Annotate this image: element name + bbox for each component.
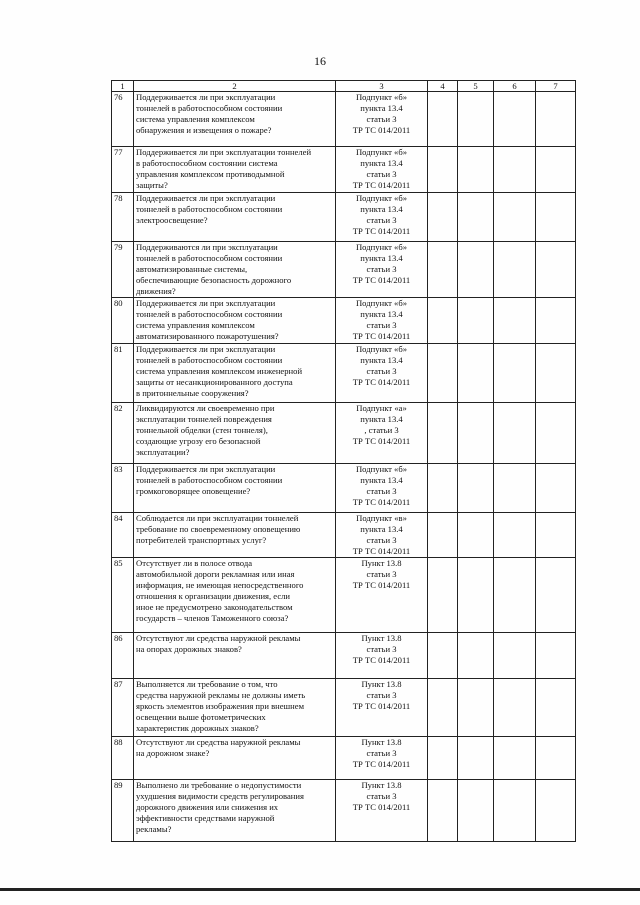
reference-line: Подпункт «а» — [356, 403, 407, 413]
question-line: управления комплексом противодымной — [136, 169, 285, 179]
question-line: тоннелей в работоспособном состоянии — [136, 103, 283, 113]
reference-line: ТР ТС 014/2011 — [352, 377, 411, 387]
question-line: требование по своевременному оповещению — [136, 524, 301, 534]
reference-line: статьи 3 — [366, 264, 397, 274]
question-cell — [134, 193, 336, 242]
question-cell — [134, 513, 336, 558]
reference-line: Подпункт «б» — [355, 344, 408, 354]
question-line: Отсутствуют ли средства наружной рекламы — [136, 737, 301, 747]
answer-cell-col-6[interactable] — [494, 780, 536, 842]
answer-cell-col-5[interactable] — [458, 737, 494, 780]
answer-cell-col-6[interactable] — [494, 464, 536, 513]
question-line: обеспечивающие безопасность дорожного — [136, 275, 292, 285]
checklist-table — [111, 80, 576, 842]
question-line: отношения к организации движения, если — [136, 591, 291, 601]
question-line: система управления комплексом инженерной — [136, 366, 303, 376]
row-number: 83 — [112, 464, 134, 513]
question-line: потребителей транспортных услуг? — [136, 535, 267, 545]
table-row — [112, 513, 576, 558]
answer-cell-col-5[interactable] — [458, 92, 494, 147]
reference-line: пункта 13.4 — [360, 414, 403, 424]
table-row — [112, 558, 576, 633]
answer-cell-col-7[interactable] — [536, 92, 576, 147]
answer-cell-col-5[interactable] — [458, 558, 494, 633]
question-line: на опорах дорожных знаков? — [136, 644, 242, 654]
question-line: Отсутствует ли в полосе отвода — [136, 558, 253, 568]
legal-reference-cell — [336, 403, 428, 464]
reference-line: пункта 13.4 — [360, 309, 403, 319]
reference-line: ТР ТС 014/2011 — [352, 802, 411, 812]
answer-cell-col-7[interactable] — [536, 242, 576, 298]
answer-cell-col-5[interactable] — [458, 193, 494, 242]
answer-cell-col-7[interactable] — [536, 193, 576, 242]
row-number: 88 — [112, 737, 134, 780]
legal-reference-cell — [336, 780, 428, 842]
reference-line: пункта 13.4 — [360, 355, 403, 365]
question-line: тоннелей в работоспособном состоянии — [136, 204, 283, 214]
reference-line: пункта 13.4 — [360, 158, 403, 168]
reference-line: статьи 3 — [366, 486, 397, 496]
table-row — [112, 344, 576, 403]
reference-line: пункта 13.4 — [360, 204, 403, 214]
question-line: дорожного движения или снижения их — [136, 802, 279, 812]
question-line: тоннелей в работоспособном состоянии — [136, 475, 283, 485]
question-line: обнаружения и извещения о пожаре? — [136, 125, 272, 135]
answer-cell-col-4[interactable] — [428, 92, 458, 147]
answer-cell-col-6[interactable] — [494, 737, 536, 780]
answer-cell-col-6[interactable] — [494, 633, 536, 679]
answer-cell-col-4[interactable] — [428, 344, 458, 403]
question-line: автомобильной дороги рекламная или иная — [136, 569, 295, 579]
question-cell — [134, 242, 336, 298]
row-number: 77 — [112, 147, 134, 193]
answer-cell-col-5[interactable] — [458, 298, 494, 344]
answer-cell-col-4[interactable] — [428, 298, 458, 344]
answer-cell-col-4[interactable] — [428, 403, 458, 464]
reference-line: Пункт 13.8 — [361, 633, 402, 643]
question-cell — [134, 633, 336, 679]
question-line: информация, не имеющая непосредственного — [136, 580, 304, 590]
column-header-7: 7 — [536, 81, 576, 92]
table-row — [112, 92, 576, 147]
question-cell — [134, 464, 336, 513]
answer-cell-col-5[interactable] — [458, 780, 494, 842]
question-line: электроосвещение? — [136, 215, 208, 225]
answer-cell-col-5[interactable] — [458, 513, 494, 558]
reference-line: статьи 3 — [366, 690, 397, 700]
table-row — [112, 464, 576, 513]
question-line: ухудшения видимости средств регулирования — [136, 791, 304, 801]
legal-reference-cell — [336, 193, 428, 242]
question-cell — [134, 679, 336, 737]
question-line: эксплуатации тоннелей повреждения — [136, 414, 272, 424]
answer-cell-col-6[interactable] — [494, 344, 536, 403]
question-line: Выполнено ли требование о недопустимости — [136, 780, 302, 790]
reference-line: ТР ТС 014/2011 — [352, 546, 411, 556]
question-line: Поддерживается ли при эксплуатации — [136, 92, 276, 102]
reference-line: статьи 3 — [366, 114, 397, 124]
answer-cell-col-6[interactable] — [494, 193, 536, 242]
question-line: освещении выше фотометрических — [136, 712, 266, 722]
row-number: 78 — [112, 193, 134, 242]
reference-line: ТР ТС 014/2011 — [352, 331, 411, 341]
legal-reference-cell — [336, 344, 428, 403]
answer-cell-col-4[interactable] — [428, 737, 458, 780]
reference-line: Подпункт «б» — [355, 92, 408, 102]
question-line: эффективности средствами наружной — [136, 813, 275, 823]
reference-line: пункта 13.4 — [360, 253, 403, 263]
legal-reference-cell — [336, 513, 428, 558]
reference-line: ТР ТС 014/2011 — [352, 497, 411, 507]
question-line: Поддерживается ли при эксплуатации тоннелей — [136, 147, 312, 157]
reference-line: Подпункт «б» — [355, 464, 408, 474]
answer-cell-col-7[interactable] — [536, 147, 576, 193]
answer-cell-col-5[interactable] — [458, 242, 494, 298]
question-cell — [134, 92, 336, 147]
answer-cell-col-7[interactable] — [536, 737, 576, 780]
question-line: на дорожном знаке? — [136, 748, 210, 758]
answer-cell-col-6[interactable] — [494, 558, 536, 633]
answer-cell-col-7[interactable] — [536, 513, 576, 558]
question-line: Поддерживается ли при эксплуатации — [136, 344, 276, 354]
reference-line: статьи 3 — [366, 644, 397, 654]
answer-cell-col-6[interactable] — [494, 92, 536, 147]
reference-line: статьи 3 — [366, 535, 397, 545]
reference-line: Подпункт «б» — [355, 298, 408, 308]
question-line: Выполняется ли требование о том, что — [136, 679, 278, 689]
reference-line: Подпункт «б» — [355, 242, 408, 252]
legal-reference-cell — [336, 242, 428, 298]
question-line: система управления комплексом — [136, 320, 255, 330]
answer-cell-col-6[interactable] — [494, 298, 536, 344]
column-header-1: 1 — [112, 81, 134, 92]
table-row — [112, 679, 576, 737]
column-header-5: 5 — [458, 81, 494, 92]
reference-line: Пункт 13.8 — [361, 558, 402, 568]
answer-cell-col-4[interactable] — [428, 513, 458, 558]
answer-cell-col-7[interactable] — [536, 464, 576, 513]
question-line: в работоспособном состоянии система — [136, 158, 278, 168]
legal-reference-cell — [336, 737, 428, 780]
legal-reference-cell — [336, 92, 428, 147]
answer-cell-col-6[interactable] — [494, 242, 536, 298]
column-header-3: 3 — [336, 81, 428, 92]
reference-line: статьи 3 — [366, 569, 397, 579]
answer-cell-col-7[interactable] — [536, 679, 576, 737]
reference-line: ТР ТС 014/2011 — [352, 125, 411, 135]
row-number: 84 — [112, 513, 134, 558]
answer-cell-col-5[interactable] — [458, 147, 494, 193]
question-cell — [134, 558, 336, 633]
question-line: Ликвидируются ли своевременно при — [136, 403, 275, 413]
reference-line: ТР ТС 014/2011 — [352, 759, 411, 769]
question-cell — [134, 147, 336, 193]
reference-line: статьи 3 — [366, 748, 397, 758]
reference-line: статьи 3 — [366, 320, 397, 330]
question-line: создающие угрозу его безопасной — [136, 436, 261, 446]
reference-line: пункта 13.4 — [360, 475, 403, 485]
table-row — [112, 298, 576, 344]
question-line: тоннельной обделки (стен тоннеля), — [136, 425, 268, 435]
reference-line: статьи 3 — [366, 791, 397, 801]
reference-line: статьи 3 — [366, 215, 397, 225]
table-row — [112, 780, 576, 842]
answer-cell-col-4[interactable] — [428, 242, 458, 298]
legal-reference-cell — [336, 147, 428, 193]
answer-cell-col-6[interactable] — [494, 513, 536, 558]
question-line: средства наружной рекламы не должны иметь — [136, 690, 306, 700]
question-line: защиты от несанкционированного доступа — [136, 377, 293, 387]
header-row — [112, 81, 576, 92]
question-line: иное не предусмотрено законодательством — [136, 602, 293, 612]
reference-line: ТР ТС 014/2011 — [352, 226, 411, 236]
question-line: тоннелей в работоспособном состоянии — [136, 355, 283, 365]
answer-cell-col-4[interactable] — [428, 633, 458, 679]
legal-reference-cell — [336, 679, 428, 737]
question-line: движения? — [136, 286, 176, 296]
answer-cell-col-7[interactable] — [536, 633, 576, 679]
question-cell — [134, 403, 336, 464]
reference-line: Пункт 13.8 — [361, 780, 402, 790]
question-line: Поддерживается ли при эксплуатации — [136, 464, 276, 474]
table-row — [112, 633, 576, 679]
reference-line: ТР ТС 014/2011 — [352, 180, 411, 190]
reference-line: Пункт 13.8 — [361, 679, 402, 689]
table-row — [112, 193, 576, 242]
row-number: 87 — [112, 679, 134, 737]
answer-cell-col-5[interactable] — [458, 679, 494, 737]
answer-cell-col-5[interactable] — [458, 344, 494, 403]
question-line: защиты? — [136, 180, 168, 190]
answer-cell-col-4[interactable] — [428, 679, 458, 737]
row-number: 86 — [112, 633, 134, 679]
question-line: тоннелей в работоспособном состоянии — [136, 253, 283, 263]
row-number: 79 — [112, 242, 134, 298]
question-line: автоматизированные системы, — [136, 264, 248, 274]
page-number: 16 — [314, 54, 326, 68]
reference-line: статьи 3 — [366, 169, 397, 179]
question-cell — [134, 780, 336, 842]
question-line: рекламы? — [136, 824, 172, 834]
reference-line: , статьи 3 — [364, 425, 399, 435]
question-line: Соблюдается ли при эксплуатации тоннелей — [136, 513, 299, 523]
answer-cell-col-7[interactable] — [536, 344, 576, 403]
column-header-6: 6 — [494, 81, 536, 92]
question-line: Поддерживаются ли при эксплуатации — [136, 242, 278, 252]
question-line: Поддерживается ли при эксплуатации — [136, 193, 276, 203]
answer-cell-col-5[interactable] — [458, 403, 494, 464]
answer-cell-col-4[interactable] — [428, 464, 458, 513]
question-line: яркость элементов изображения при внешнем — [136, 701, 305, 711]
row-number: 76 — [112, 92, 134, 147]
question-cell — [134, 344, 336, 403]
column-header-4: 4 — [428, 81, 458, 92]
row-number: 80 — [112, 298, 134, 344]
question-line: Поддерживается ли при эксплуатации — [136, 298, 276, 308]
reference-line: пункта 13.4 — [360, 103, 403, 113]
question-line: Отсутствуют ли средства наружной рекламы — [136, 633, 301, 643]
table-row — [112, 242, 576, 298]
reference-line: статьи 3 — [366, 366, 397, 376]
answer-cell-col-6[interactable] — [494, 147, 536, 193]
table-row — [112, 147, 576, 193]
answer-cell-col-7[interactable] — [536, 403, 576, 464]
reference-line: Подпункт «в» — [356, 513, 407, 523]
answer-cell-col-4[interactable] — [428, 193, 458, 242]
reference-line: Подпункт «б» — [355, 193, 408, 203]
reference-line: ТР ТС 014/2011 — [352, 275, 411, 285]
table-row — [112, 737, 576, 780]
table-row — [112, 403, 576, 464]
question-cell — [134, 737, 336, 780]
answer-cell-col-4[interactable] — [428, 558, 458, 633]
legal-reference-cell — [336, 298, 428, 344]
reference-line: ТР ТС 014/2011 — [352, 655, 411, 665]
question-line: автоматизированного пожаротушения? — [136, 331, 279, 341]
row-number: 82 — [112, 403, 134, 464]
question-line: система управления комплексом — [136, 114, 255, 124]
reference-line: ТР ТС 014/2011 — [352, 701, 411, 711]
question-line: громкоговорящее оповещение? — [136, 486, 251, 496]
answer-cell-col-7[interactable] — [536, 558, 576, 633]
legal-reference-cell — [336, 464, 428, 513]
question-line: в притоннельные сооружения? — [136, 388, 249, 398]
row-number: 85 — [112, 558, 134, 633]
row-number: 81 — [112, 344, 134, 403]
answer-cell-col-4[interactable] — [428, 147, 458, 193]
column-header-2: 2 — [134, 81, 336, 92]
answer-cell-col-7[interactable] — [536, 780, 576, 842]
question-line: тоннелей в работоспособном состоянии — [136, 309, 283, 319]
answer-cell-col-5[interactable] — [458, 633, 494, 679]
reference-line: ТР ТС 014/2011 — [352, 436, 411, 446]
row-number: 89 — [112, 780, 134, 842]
answer-cell-col-6[interactable] — [494, 403, 536, 464]
legal-reference-cell — [336, 633, 428, 679]
reference-line: пункта 13.4 — [360, 524, 403, 534]
scan-edge-line — [0, 888, 640, 891]
question-line: характеристик дорожных знаков? — [136, 723, 259, 733]
reference-line: Подпункт «б» — [355, 147, 408, 157]
legal-reference-cell — [336, 558, 428, 633]
question-cell — [134, 298, 336, 344]
question-line: эксплуатации? — [136, 447, 190, 457]
answer-cell-col-6[interactable] — [494, 679, 536, 737]
answer-cell-col-5[interactable] — [458, 464, 494, 513]
reference-line: Пункт 13.8 — [361, 737, 402, 747]
reference-line: ТР ТС 014/2011 — [352, 580, 411, 590]
answer-cell-col-4[interactable] — [428, 780, 458, 842]
question-line: государств – членов Таможенного союза? — [136, 613, 289, 623]
answer-cell-col-7[interactable] — [536, 298, 576, 344]
